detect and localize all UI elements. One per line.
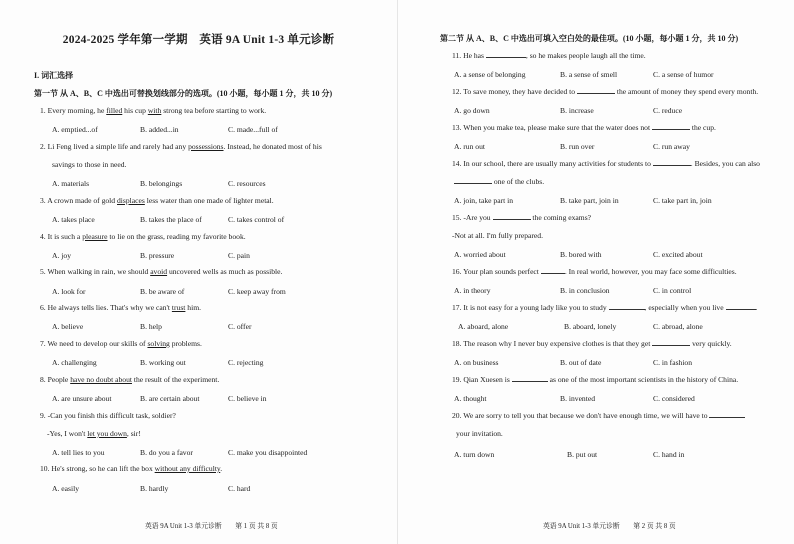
q1-option-a[interactable]: A. emptied...of bbox=[52, 125, 98, 134]
q14-option-b[interactable]: B. take part, join in bbox=[560, 196, 619, 205]
q20-option-b[interactable]: B. put out bbox=[567, 450, 598, 459]
q7-option-a[interactable]: A. challenging bbox=[52, 358, 97, 367]
q12-option-b[interactable]: B. increase bbox=[560, 106, 594, 115]
question-13: 13. When you make tea, please make sure that the water does not the cup. bbox=[452, 123, 716, 132]
q6-option-b[interactable]: B. help bbox=[140, 322, 162, 331]
q8-option-a[interactable]: A. are unsure about bbox=[52, 394, 112, 403]
question-20-line2: your invitation. bbox=[456, 429, 503, 438]
q5-option-c[interactable]: C. keep away from bbox=[228, 287, 286, 296]
q18-option-c[interactable]: C. in fashion bbox=[653, 358, 693, 367]
q7-option-c[interactable]: C. rejecting bbox=[228, 358, 264, 367]
question-17: 17. It is not easy for a young lady like you to study , especially when you live . bbox=[452, 303, 758, 312]
q3-option-b[interactable]: B. takes the place of bbox=[140, 215, 202, 224]
q6-option-a[interactable]: A. believe bbox=[52, 322, 84, 331]
q5-option-b[interactable]: B. be aware of bbox=[140, 287, 185, 296]
q3-option-a[interactable]: A. takes place bbox=[52, 215, 95, 224]
q13-option-a[interactable]: A. run out bbox=[454, 142, 486, 151]
q19-option-a[interactable]: A. thought bbox=[454, 394, 487, 403]
q12-option-a[interactable]: A. go down bbox=[454, 106, 490, 115]
question-11: 11. He has , so he makes people laugh all the time. bbox=[452, 51, 646, 60]
q8-option-b[interactable]: B. are certain about bbox=[140, 394, 200, 403]
page-footer-2: 英语 9A Unit 1-3 单元诊断 第 2 页 共 8 页 bbox=[543, 523, 676, 530]
q13-option-b[interactable]: B. run over bbox=[560, 142, 595, 151]
q15-option-b[interactable]: B. bored with bbox=[560, 250, 602, 259]
question-2-line2: savings to those in need. bbox=[52, 160, 127, 169]
q20-option-a[interactable]: A. turn down bbox=[454, 450, 495, 459]
q1-option-c[interactable]: C. made...full of bbox=[228, 125, 278, 134]
q2-option-c[interactable]: C. resources bbox=[228, 179, 266, 188]
question-18: 18. The reason why I never buy expensive clothes is that they get very quickly. bbox=[452, 339, 732, 348]
question-14: 14. In our school, there are usually many activities for students to . Besides, you can also bbox=[452, 159, 760, 168]
q11-option-b[interactable]: B. a sense of smell bbox=[560, 70, 618, 79]
q15-option-a[interactable]: A. worried about bbox=[454, 250, 506, 259]
blank-20[interactable] bbox=[709, 409, 745, 418]
page-footer-1: 英语 9A Unit 1-3 单元诊断 第 1 页 共 8 页 bbox=[145, 523, 278, 530]
q1-option-b[interactable]: B. added...in bbox=[140, 125, 179, 134]
question-4: 4. It is such a pleasure to lie on the grass, reading my favorite book. bbox=[40, 232, 246, 241]
q7-option-b[interactable]: B. working out bbox=[140, 358, 186, 367]
blank-14a[interactable] bbox=[653, 157, 691, 166]
q4-option-c[interactable]: C. pain bbox=[228, 251, 250, 260]
part-heading: I. 词汇选择 bbox=[34, 71, 74, 80]
blank-18[interactable] bbox=[652, 337, 690, 346]
q19-option-c[interactable]: C. considered bbox=[653, 394, 695, 403]
q2-option-b[interactable]: B. belongings bbox=[140, 179, 183, 188]
question-19: 19. Qian Xuesen is as one of the most important scientists in the history of China. bbox=[452, 375, 739, 384]
q2-option-a[interactable]: A. materials bbox=[52, 179, 90, 188]
blank-16[interactable] bbox=[541, 265, 565, 274]
q5-option-a[interactable]: A. look for bbox=[52, 287, 86, 296]
q20-option-c[interactable]: C. hand in bbox=[653, 450, 685, 459]
q8-option-c[interactable]: C. believe in bbox=[228, 394, 267, 403]
q17-option-b[interactable]: B. aboard, lonely bbox=[564, 322, 617, 331]
q18-option-a[interactable]: A. on business bbox=[454, 358, 499, 367]
question-15-line2: -Not at all. I'm fully prepared. bbox=[452, 231, 543, 240]
question-9: 9. -Can you finish this difficult task, soldier? bbox=[40, 411, 176, 420]
question-6: 6. He always tells lies. That's why we can't trust him. bbox=[40, 303, 202, 312]
q11-option-c[interactable]: C. a sense of humor bbox=[653, 70, 714, 79]
blank-12[interactable] bbox=[577, 85, 615, 94]
q4-option-b[interactable]: B. pressure bbox=[140, 251, 175, 260]
question-7: 7. We need to develop our skills of solving problems. bbox=[40, 339, 202, 348]
q6-option-c[interactable]: C. offer bbox=[228, 322, 252, 331]
question-1: 1. Every morning, he filled his cup with strong tea before starting to work. bbox=[40, 106, 267, 115]
q19-option-b[interactable]: B. invented bbox=[560, 394, 596, 403]
q4-option-a[interactable]: A. joy bbox=[52, 251, 71, 260]
q16-option-c[interactable]: C. in control bbox=[653, 286, 692, 295]
blank-15[interactable] bbox=[493, 211, 531, 220]
q13-option-c[interactable]: C. run away bbox=[653, 142, 690, 151]
question-15: 15. -Are you the coming exams? bbox=[452, 213, 592, 222]
question-2: 2. Li Feng lived a simple life and rarely had any possessions. Instead, he donated most of his bbox=[40, 142, 322, 151]
q17-option-a[interactable]: A. aboard, alone bbox=[458, 322, 509, 331]
question-3: 3. A crown made of gold displaces less water than one made of lighter metal. bbox=[40, 196, 274, 205]
q12-option-c[interactable]: C. reduce bbox=[653, 106, 683, 115]
question-20: 20. We are sorry to tell you that because we don't have enough time, we will have to bbox=[452, 407, 745, 425]
q14-option-a[interactable]: A. join, take part in bbox=[454, 196, 514, 205]
section2-instructions: 第二节 从 A、B、C 中选出可填入空白处的最佳项。(10 小题，每小题 1 分，共 10 分) bbox=[440, 34, 739, 43]
q11-option-a[interactable]: A. a sense of belonging bbox=[454, 70, 526, 79]
q16-option-b[interactable]: B. in conclusion bbox=[560, 286, 610, 295]
question-5: 5. When walking in rain, we should avoid uncovered wells as much as possible. bbox=[40, 267, 283, 276]
question-10: 10. He's strong, so he can lift the box without any difficulty. bbox=[40, 464, 223, 473]
q10-option-b[interactable]: B. hardly bbox=[140, 484, 169, 493]
q10-option-a[interactable]: A. easily bbox=[52, 484, 79, 493]
exam-title: 2024-2025 学年第一学期 英语 9A Unit 1-3 单元诊断 bbox=[62, 34, 335, 46]
question-8: 8. People have no doubt about the result of the experiment. bbox=[40, 375, 220, 384]
blank-19[interactable] bbox=[512, 373, 548, 382]
blank-14b[interactable] bbox=[454, 175, 492, 184]
q9-option-a[interactable]: A. tell lies to you bbox=[52, 448, 105, 457]
blank-17b[interactable] bbox=[726, 301, 756, 310]
q15-option-c[interactable]: C. excited about bbox=[653, 250, 703, 259]
q14-option-c[interactable]: C. take part in, join bbox=[653, 196, 712, 205]
q18-option-b[interactable]: B. out of date bbox=[560, 358, 602, 367]
blank-11[interactable] bbox=[486, 49, 526, 58]
q16-option-a[interactable]: A. in theory bbox=[454, 286, 491, 295]
blank-13[interactable] bbox=[652, 121, 690, 130]
question-9-line2: -Yes, I won't let you down, sir! bbox=[47, 429, 141, 438]
q10-option-c[interactable]: C. hard bbox=[228, 484, 251, 493]
question-16: 16. Your plan sounds perfect . In real world, however, you may face some difficulties. bbox=[452, 267, 737, 276]
question-12: 12. To save money, they have decided to the amount of money they spend every month. bbox=[452, 87, 759, 96]
blank-17a[interactable] bbox=[609, 301, 645, 310]
q9-option-b[interactable]: B. do you a favor bbox=[140, 448, 193, 457]
question-14-line2: one of the clubs. bbox=[454, 173, 544, 191]
q9-option-c[interactable]: C. make you disappointed bbox=[228, 448, 308, 457]
q3-option-c[interactable]: C. takes control of bbox=[228, 215, 285, 224]
q17-option-c[interactable]: C. abroad, alone bbox=[653, 322, 703, 331]
section1-instructions: 第一节 从 A、B、C 中选出可替换划线部分的选项。(10 小题，每小题 1 分，共 10 分) bbox=[34, 89, 333, 98]
